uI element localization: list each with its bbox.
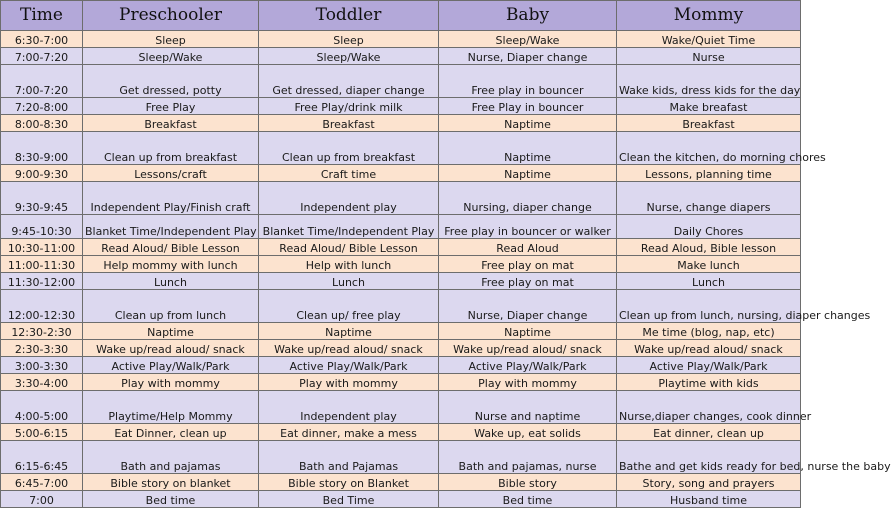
cell-preschooler: Blanket Time/Independent Play bbox=[83, 215, 259, 239]
cell-toddler: Help with lunch bbox=[259, 256, 439, 273]
table-row bbox=[1, 424, 801, 441]
cell-time: 11:00-11:30 bbox=[1, 256, 83, 273]
cell-preschooler: Independent Play/Finish craft bbox=[83, 182, 259, 215]
cell-mommy: Nurse, change diapers bbox=[617, 182, 801, 215]
cell-time: 10:30-11:00 bbox=[1, 239, 83, 256]
table-row bbox=[1, 256, 801, 273]
cell-mommy: Active Play/Walk/Park bbox=[617, 357, 801, 374]
header-toddler: Toddler bbox=[259, 1, 439, 31]
cell-mommy: Story, song and prayers bbox=[617, 474, 801, 491]
cell-mommy: Lessons, planning time bbox=[617, 165, 801, 182]
cell-preschooler: Sleep/Wake bbox=[83, 48, 259, 65]
table-header bbox=[1, 1, 801, 31]
cell-mommy: Nurse,diaper changes, cook dinner bbox=[617, 391, 801, 424]
cell-time: 7:00-7:20 bbox=[1, 65, 83, 98]
cell-time: 8:00-8:30 bbox=[1, 115, 83, 132]
cell-toddler: Wake up/read aloud/ snack bbox=[259, 340, 439, 357]
cell-baby: Nursing, diaper change bbox=[439, 182, 617, 215]
table-row bbox=[1, 65, 801, 98]
cell-toddler: Independent play bbox=[259, 182, 439, 215]
cell-time: 3:30-4:00 bbox=[1, 374, 83, 391]
cell-mommy: Bathe and get kids ready for bed, nurse the baby bbox=[617, 441, 801, 474]
cell-mommy: Clean up from lunch, nursing, diaper changes bbox=[617, 290, 801, 323]
cell-toddler: Lunch bbox=[259, 273, 439, 290]
cell-mommy: Clean the kitchen, do morning chores bbox=[617, 132, 801, 165]
cell-toddler: Bed Time bbox=[259, 491, 439, 508]
table-row bbox=[1, 239, 801, 256]
cell-mommy: Make breafast bbox=[617, 98, 801, 115]
cell-preschooler: Clean up from lunch bbox=[83, 290, 259, 323]
header-baby: Baby bbox=[439, 1, 617, 31]
cell-preschooler: Lessons/craft bbox=[83, 165, 259, 182]
cell-preschooler: Naptime bbox=[83, 323, 259, 340]
cell-toddler: Active Play/Walk/Park bbox=[259, 357, 439, 374]
table-row bbox=[1, 374, 801, 391]
cell-preschooler: Breakfast bbox=[83, 115, 259, 132]
cell-preschooler: Bible story on blanket bbox=[83, 474, 259, 491]
table-row bbox=[1, 441, 801, 474]
cell-time: 4:00-5:00 bbox=[1, 391, 83, 424]
cell-time: 6:45-7:00 bbox=[1, 474, 83, 491]
cell-preschooler: Bath and pajamas bbox=[83, 441, 259, 474]
cell-toddler: Eat dinner, make a mess bbox=[259, 424, 439, 441]
cell-toddler: Sleep/Wake bbox=[259, 48, 439, 65]
cell-baby: Naptime bbox=[439, 115, 617, 132]
cell-toddler: Bible story on Blanket bbox=[259, 474, 439, 491]
table-row bbox=[1, 165, 801, 182]
cell-toddler: Play with mommy bbox=[259, 374, 439, 391]
cell-mommy: Wake kids, dress kids for the day bbox=[617, 65, 801, 98]
cell-preschooler: Read Aloud/ Bible Lesson bbox=[83, 239, 259, 256]
cell-mommy: Daily Chores bbox=[617, 215, 801, 239]
cell-toddler: Bath and Pajamas bbox=[259, 441, 439, 474]
cell-toddler: Get dressed, diaper change bbox=[259, 65, 439, 98]
cell-toddler: Breakfast bbox=[259, 115, 439, 132]
cell-baby: Nurse and naptime bbox=[439, 391, 617, 424]
cell-baby: Bed time bbox=[439, 491, 617, 508]
cell-baby: Naptime bbox=[439, 165, 617, 182]
cell-baby: Free play in bouncer or walker bbox=[439, 215, 617, 239]
cell-baby: Free Play in bouncer bbox=[439, 98, 617, 115]
table-row bbox=[1, 48, 801, 65]
table-row bbox=[1, 98, 801, 115]
cell-baby: Nurse, Diaper change bbox=[439, 48, 617, 65]
cell-preschooler: Play with mommy bbox=[83, 374, 259, 391]
cell-toddler: Clean up from breakfast bbox=[259, 132, 439, 165]
cell-preschooler: Help mommy with lunch bbox=[83, 256, 259, 273]
cell-toddler: Free Play/drink milk bbox=[259, 98, 439, 115]
cell-baby: Free play on mat bbox=[439, 256, 617, 273]
cell-time: 9:45-10:30 bbox=[1, 215, 83, 239]
table-row bbox=[1, 115, 801, 132]
cell-preschooler: Playtime/Help Mommy bbox=[83, 391, 259, 424]
cell-toddler: Read Aloud/ Bible Lesson bbox=[259, 239, 439, 256]
cell-time: 5:00-6:15 bbox=[1, 424, 83, 441]
table-row bbox=[1, 215, 801, 239]
cell-time: 8:30-9:00 bbox=[1, 132, 83, 165]
cell-baby: Read Aloud bbox=[439, 239, 617, 256]
cell-time: 7:00 bbox=[1, 491, 83, 508]
cell-time: 3:00-3:30 bbox=[1, 357, 83, 374]
table-row bbox=[1, 340, 801, 357]
table-body bbox=[1, 31, 891, 508]
cell-toddler: Craft time bbox=[259, 165, 439, 182]
cell-mommy: Wake up/read aloud/ snack bbox=[617, 340, 801, 357]
cell-mommy: Nurse bbox=[617, 48, 801, 65]
cell-baby: Play with mommy bbox=[439, 374, 617, 391]
cell-mommy: Lunch bbox=[617, 273, 801, 290]
cell-time: 9:30-9:45 bbox=[1, 182, 83, 215]
table-row bbox=[1, 357, 801, 374]
cell-preschooler: Wake up/read aloud/ snack bbox=[83, 340, 259, 357]
cell-baby: Active Play/Walk/Park bbox=[439, 357, 617, 374]
table-row bbox=[1, 31, 801, 48]
cell-preschooler: Clean up from breakfast bbox=[83, 132, 259, 165]
header-mommy: Mommy bbox=[617, 1, 801, 31]
cell-time: 6:30-7:00 bbox=[1, 31, 83, 48]
cell-baby: Bible story bbox=[439, 474, 617, 491]
cell-toddler: Sleep bbox=[259, 31, 439, 48]
cell-time: 11:30-12:00 bbox=[1, 273, 83, 290]
cell-mommy: Make lunch bbox=[617, 256, 801, 273]
header-preschooler: Preschooler bbox=[83, 1, 259, 31]
cell-time: 7:20-8:00 bbox=[1, 98, 83, 115]
cell-time: 2:30-3:30 bbox=[1, 340, 83, 357]
table-row bbox=[1, 132, 801, 165]
header-time: Time bbox=[1, 1, 83, 31]
cell-baby: Free play on mat bbox=[439, 273, 617, 290]
header-row bbox=[1, 1, 801, 31]
cell-baby: Naptime bbox=[439, 132, 617, 165]
table-row bbox=[1, 474, 801, 491]
cell-toddler: Independent play bbox=[259, 391, 439, 424]
cell-preschooler: Eat Dinner, clean up bbox=[83, 424, 259, 441]
cell-preschooler: Free Play bbox=[83, 98, 259, 115]
table-row bbox=[1, 273, 801, 290]
cell-mommy: Playtime with kids bbox=[617, 374, 801, 391]
table-row bbox=[1, 182, 801, 215]
cell-baby: Sleep/Wake bbox=[439, 31, 617, 48]
cell-time: 6:15-6:45 bbox=[1, 441, 83, 474]
cell-preschooler: Get dressed, potty bbox=[83, 65, 259, 98]
cell-toddler: Clean up/ free play bbox=[259, 290, 439, 323]
cell-mommy: Wake/Quiet Time bbox=[617, 31, 801, 48]
cell-mommy: Breakfast bbox=[617, 115, 801, 132]
cell-baby: Bath and pajamas, nurse bbox=[439, 441, 617, 474]
table-row bbox=[1, 491, 801, 508]
table-row bbox=[1, 391, 801, 424]
cell-preschooler: Lunch bbox=[83, 273, 259, 290]
cell-baby: Wake up, eat solids bbox=[439, 424, 617, 441]
cell-mommy: Husband time bbox=[617, 491, 801, 508]
cell-baby: Free play in bouncer bbox=[439, 65, 617, 98]
cell-preschooler: Sleep bbox=[83, 31, 259, 48]
cell-time: 9:00-9:30 bbox=[1, 165, 83, 182]
cell-baby: Naptime bbox=[439, 323, 617, 340]
cell-preschooler: Bed time bbox=[83, 491, 259, 508]
cell-mommy: Eat dinner, clean up bbox=[617, 424, 801, 441]
table-row bbox=[1, 290, 801, 323]
cell-preschooler: Active Play/Walk/Park bbox=[83, 357, 259, 374]
cell-toddler: Naptime bbox=[259, 323, 439, 340]
table-row bbox=[1, 323, 801, 340]
cell-mommy: Me time (blog, nap, etc) bbox=[617, 323, 801, 340]
cell-mommy: Read Aloud, Bible lesson bbox=[617, 239, 801, 256]
cell-baby: Nurse, Diaper change bbox=[439, 290, 617, 323]
cell-baby: Wake up/read aloud/ snack bbox=[439, 340, 617, 357]
cell-time: 7:00-7:20 bbox=[1, 48, 83, 65]
cell-time: 12:00-12:30 bbox=[1, 290, 83, 323]
cell-time: 12:30-2:30 bbox=[1, 323, 83, 340]
cell-toddler: Blanket Time/Independent Play bbox=[259, 215, 439, 239]
